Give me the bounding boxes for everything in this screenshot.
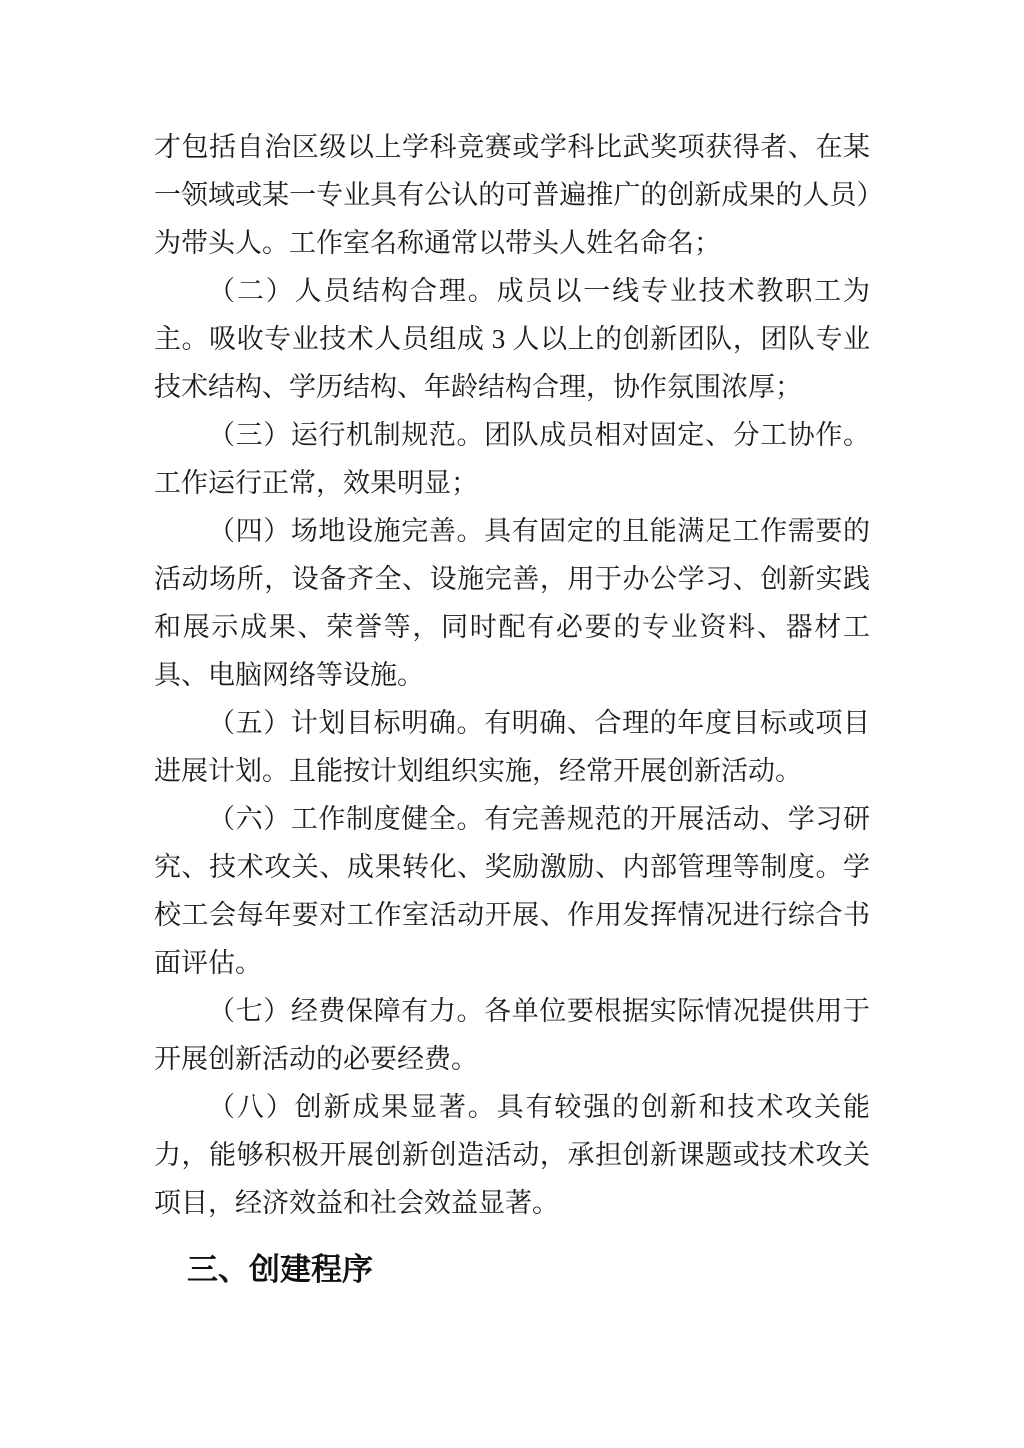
paragraph: （八）创新成果显著。具有较强的创新和技术攻关能力，能够积极开展创新创造活动，承担创新课题或技术攻关项目，经济效益和社会效益显著。 [154, 1092, 870, 1218]
paragraph: （四）场地设施完善。具有固定的且能满足工作需要的活动场所，设备齐全、设施完善，用于办公学习、创新实践和展示成果、荣誉等，同时配有必要的专业资料、器材工具、电脑网络等设施。 [154, 516, 870, 690]
paragraph: （七）经费保障有力。各单位要根据实际情况提供用于开展创新活动的必要经费。 [154, 996, 870, 1074]
paragraph: （六）工作制度健全。有完善规范的开展活动、学习研究、技术攻关、成果转化、奖励激励、内部管理等制度。学校工会每年要对工作室活动开展、作用发挥情况进行综合书面评估。 [154, 804, 870, 978]
paragraph: （三）运行机制规范。团队成员相对固定、分工协作。工作运行正常，效果明显； [154, 420, 870, 498]
paragraph: （二）人员结构合理。成员以一线专业技术教职工为主。吸收专业技术人员组成 3 人以上的创新团队，团队专业技术结构、学历结构、年龄结构合理，协作氛围浓厚； [154, 276, 870, 402]
paragraph: 才包括自治区级以上学科竞赛或学科比武奖项获得者、在某一领域或某一专业具有公认的可普遍推广的创新成果的人员）为带头人。工作室名称通常以带头人姓名命名； [154, 132, 870, 258]
paragraph: （五）计划目标明确。有明确、合理的年度目标或项目进展计划。且能按计划组织实施，经常开展创新活动。 [154, 708, 870, 786]
section-heading: 三、创建程序 [187, 1252, 373, 1287]
document-body [154, 123, 870, 1295]
